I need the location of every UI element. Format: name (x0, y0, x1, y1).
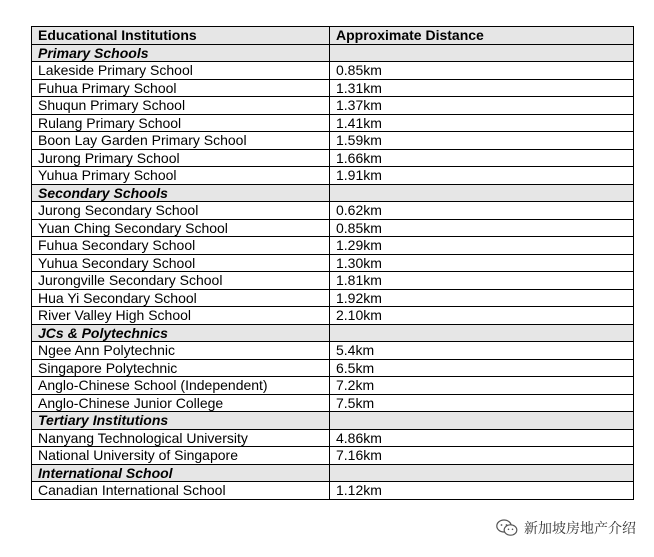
institution-name: Anglo-Chinese Junior College (32, 394, 330, 412)
category-label: Primary Schools (32, 44, 330, 62)
institution-name: Ngee Ann Polytechnic (32, 342, 330, 360)
institution-distance: 7.5km (330, 394, 634, 412)
category-row (32, 324, 634, 342)
category-label: International School (32, 464, 330, 482)
category-distance-empty (330, 412, 634, 430)
institution-distance: 7.16km (330, 447, 634, 465)
table-row (32, 359, 634, 377)
institution-name: Fuhua Secondary School (32, 237, 330, 255)
table-row (32, 219, 634, 237)
institution-name: Rulang Primary School (32, 114, 330, 132)
institution-name: Anglo-Chinese School (Independent) (32, 377, 330, 395)
category-label: JCs & Polytechnics (32, 324, 330, 342)
table-row (32, 429, 634, 447)
institution-name: Jurong Primary School (32, 149, 330, 167)
institution-distance: 1.30km (330, 254, 634, 272)
institution-name: Yuan Ching Secondary School (32, 219, 330, 237)
institution-distance: 1.41km (330, 114, 634, 132)
institution-distance: 0.85km (330, 62, 634, 80)
institution-distance: 1.92km (330, 289, 634, 307)
category-label: Secondary Schools (32, 184, 330, 202)
column-header-institutions: Educational Institutions (32, 27, 330, 45)
category-row (32, 464, 634, 482)
table-header-row (32, 27, 634, 45)
table-row (32, 202, 634, 220)
institution-distance: 1.12km (330, 482, 634, 500)
institution-distance: 2.10km (330, 307, 634, 325)
institution-distance: 1.66km (330, 149, 634, 167)
table-row (32, 447, 634, 465)
table-row (32, 482, 634, 500)
institution-distance: 7.2km (330, 377, 634, 395)
institution-name: Nanyang Technological University (32, 429, 330, 447)
watermark-text: 新加坡房地产介绍 (524, 521, 636, 537)
table-row (32, 307, 634, 325)
wechat-watermark (496, 518, 636, 538)
category-distance-empty (330, 44, 634, 62)
category-row (32, 44, 634, 62)
table-row (32, 79, 634, 97)
table-row (32, 237, 634, 255)
table-row (32, 394, 634, 412)
table-row (32, 97, 634, 115)
institution-name: Hua Yi Secondary School (32, 289, 330, 307)
column-header-distance: Approximate Distance (330, 27, 634, 45)
institution-distance: 1.37km (330, 97, 634, 115)
category-row (32, 412, 634, 430)
institution-name: Boon Lay Garden Primary School (32, 132, 330, 150)
institution-distance: 1.59km (330, 132, 634, 150)
table-row (32, 272, 634, 290)
wechat-icon (496, 519, 518, 537)
category-distance-empty (330, 184, 634, 202)
institution-distance: 0.62km (330, 202, 634, 220)
table-row (32, 114, 634, 132)
table-body (32, 44, 634, 499)
institution-name: Lakeside Primary School (32, 62, 330, 80)
institution-name: River Valley High School (32, 307, 330, 325)
institution-distance: 6.5km (330, 359, 634, 377)
institution-name: Jurong Secondary School (32, 202, 330, 220)
table-row (32, 289, 634, 307)
institution-distance: 1.29km (330, 237, 634, 255)
institution-distance: 1.31km (330, 79, 634, 97)
institution-name: Yuhua Secondary School (32, 254, 330, 272)
table-row (32, 62, 634, 80)
institution-name: Canadian International School (32, 482, 330, 500)
institution-distance: 1.81km (330, 272, 634, 290)
table-row (32, 254, 634, 272)
category-label: Tertiary Institutions (32, 412, 330, 430)
category-row (32, 184, 634, 202)
institution-name: Fuhua Primary School (32, 79, 330, 97)
institution-distance: 5.4km (330, 342, 634, 360)
institution-name: Shuqun Primary School (32, 97, 330, 115)
institution-distance: 0.85km (330, 219, 634, 237)
institution-name: Singapore Polytechnic (32, 359, 330, 377)
table-row (32, 149, 634, 167)
institution-name: Jurongville Secondary School (32, 272, 330, 290)
institutions-table-container (31, 26, 633, 500)
institutions-distance-table (31, 26, 634, 500)
table-row (32, 167, 634, 185)
institution-name: Yuhua Primary School (32, 167, 330, 185)
institution-distance: 1.91km (330, 167, 634, 185)
institution-distance: 4.86km (330, 429, 634, 447)
table-row (32, 377, 634, 395)
table-row (32, 132, 634, 150)
table-row (32, 342, 634, 360)
category-distance-empty (330, 464, 634, 482)
institution-name: National University of Singapore (32, 447, 330, 465)
category-distance-empty (330, 324, 634, 342)
